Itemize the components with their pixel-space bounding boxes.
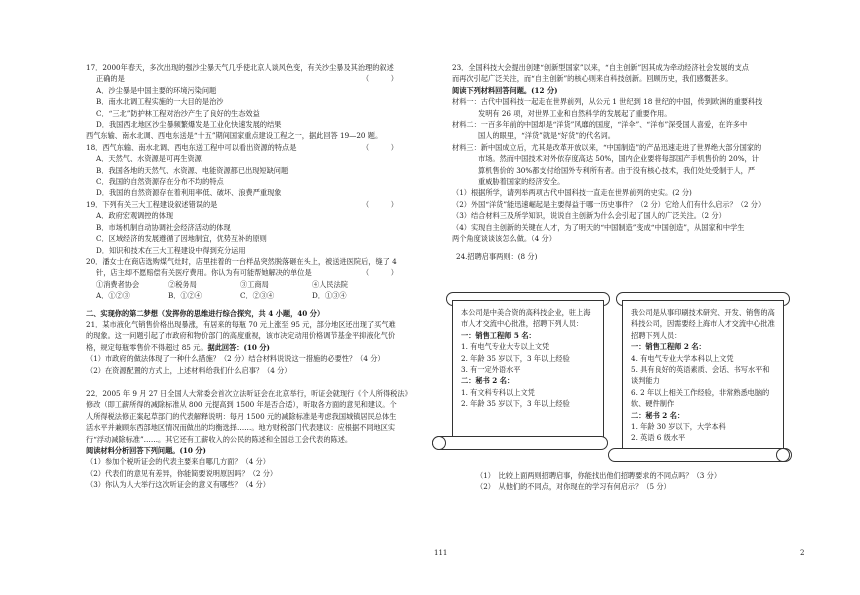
- question-21: [86, 319, 438, 376]
- option: A．天然气、水资源是可再生资源: [96, 154, 202, 164]
- scroll-bottom-a: [432, 436, 608, 450]
- job-ad-a: [452, 300, 604, 448]
- q23-line: 23．全国科技大会提出创建“创新型国家”以来，“自主创新”因其成为牵动经济社会发展的支点: [452, 63, 749, 72]
- choice: ①消费者协会: [96, 279, 140, 289]
- q24-title: 24.招聘启事两则：(8 分): [456, 251, 538, 261]
- option: C．②③④: [240, 291, 275, 301]
- ad-b-item: 6. 2 年以上相关工作经验，非常熟悉电脑的软、硬件制作: [631, 387, 770, 409]
- scroll-bottom-b: [608, 448, 792, 462]
- sub-question: （2）代表们的意见有差异，你能简要说明原因吗？（2 分）: [86, 468, 278, 478]
- ad-b-item: 4. 有电气专业大学本科以上文凭: [631, 353, 734, 363]
- material-3-cont: 市场。然而中国技术对外依存度高达 50%，国内企业要将每部国产手机售价的 20%，计: [478, 154, 759, 164]
- ad-a-intro: 本公司是中美合资的高科技企业，驻上海市人才交流中心批准，招聘下列人员：: [461, 308, 591, 329]
- choice: ③工商局: [240, 279, 269, 289]
- answer-paren: （ ）: [362, 142, 398, 152]
- sub-question: （4）实现自主创新的关键在人才，为了明天的“中国制造”变成“中国创造”，从国家和中学生: [452, 222, 745, 232]
- q17-stem-text: 正确的是: [96, 74, 125, 84]
- q23-line: 而再次引起广泛关注，而“自主创新”的核心则来自科技创新。回顾历史，我们感慨甚多。: [452, 74, 733, 84]
- question-23: [452, 62, 798, 245]
- q23-prompt: 阅读下列材料回答问题。(12 分): [452, 85, 558, 95]
- q22-prompt: 阅读材料分析回答下列问题。(10 分): [86, 446, 206, 455]
- job-ad-b: [622, 300, 784, 458]
- option: B．我国各地的天然气、水资源、电能资源都已出现短缺问题: [96, 165, 289, 175]
- q21-line: 的现象。这一问题引起了市政府和物价部门的高度重视，该市决定动用价格调节基金平抑液化气价: [86, 331, 396, 341]
- material-3-cont: 重威胁着国家的经济安全。: [478, 177, 565, 187]
- q18-stem: [86, 142, 438, 153]
- q22-line: 修改（即工薪所得的减除标准从 800 元提高到 1500 年是否合适），听取各方面的意见和建议。个: [86, 400, 397, 410]
- sub-question: （2） 从他们的不同点，对你现在的学习有何启示？（5 分）: [476, 482, 671, 492]
- ad-b-heading-2: 二：秘书 2 名：: [631, 410, 685, 420]
- ad-a-item: 2. 年龄 35 岁以下，3 年以上经验: [461, 399, 570, 409]
- option: B．市场机制自动协调社会经济活动的体现: [96, 222, 231, 232]
- material-3: 材料三：新中国成立后，尤其是改革开放以来，“中国制造”的产品迅速走进了世界绝大部分国家的: [452, 142, 762, 152]
- scroll-curl-a: [432, 436, 446, 450]
- q20-stem-text: 针，店主却不愿赔偿有关医疗费用。你认为有可能帮她解决的单位是: [96, 268, 312, 278]
- option: C．区域经济的发展遵循了因地制宜，优势互补的原则: [96, 234, 267, 244]
- option: D．我国西北地区沙尘暴频繁爆发是工业化快速发展的结果: [96, 120, 282, 130]
- sub-question: （2）外国“洋货”能迅速崛起是主要得益于哪一历史事件？（2 分）它给人们有什么启示？（2 分）: [452, 199, 766, 209]
- question-19: [86, 199, 438, 256]
- question-22: [86, 388, 438, 491]
- ad-a-heading-2: 二：秘书 2 名：: [461, 376, 515, 386]
- ad-b-intro: 我公司是从事印刷技术研究、开发、销售的高科技公司，因需要经上海市人才交流中心批准招聘下列人员：: [631, 308, 775, 340]
- question-17: [86, 62, 438, 130]
- q21-line: [86, 342, 438, 353]
- q21-prompt: 据此回答：(10 分): [207, 342, 270, 352]
- intro-18-20: 西气东输、南水北调、西电东送是“十五”期间国家重点建设工程之一，据此回答 19—20 题。: [86, 131, 383, 141]
- ad-a-heading-1: 一：销售工程师 5 名：: [461, 330, 536, 340]
- ad-a-item: 1. 有文科专科以上文凭: [461, 387, 535, 397]
- page-number-right: 2: [800, 549, 805, 557]
- choice: ④人民法院: [312, 279, 348, 289]
- sub-question: （1）参加个税听证会的代表主要来自哪几方面？（4 分）: [86, 457, 270, 467]
- q17-stem: 17．2000年春天，多次出现的强沙尘暴天气几乎使北京人谈风色变，有关沙尘暴及其治理的叙述: [86, 63, 394, 72]
- sub-question: （2）在资源配置的方式上，上述材料给我们什么启事？（4 分）: [86, 365, 292, 375]
- answer-paren: （ ）: [362, 74, 398, 84]
- q20-stem-cont: [86, 267, 438, 278]
- q24-subquestions: [476, 470, 806, 493]
- scroll-curl-b: [776, 448, 790, 462]
- q18-stem-text: 18．西气东输、南水北调、西电东送工程中可以看出资源的特点是: [86, 142, 297, 152]
- option: D．知识和技术在三大工程建设中得到充分运用: [96, 245, 246, 255]
- material-3-cont: 算机售价的 30%都支付给国外专利所有者。由于没有核心技术，我们处处受制于人，严: [478, 165, 756, 175]
- section-2-heading: 二、实现你的第二梦想（发挥你的思维进行综合探究，共 4 小题，40 分）: [86, 308, 325, 318]
- page-number-left: 111: [434, 549, 448, 557]
- q22-line: 22．2005 年 9 月 27 日全国人大常委会首次立法听证会在北京举行，听证会就现行《个人所得税法》: [86, 388, 412, 398]
- q22-line: 行“浮动减除标准”……。其它还有工薪收入的公民的陈述和全国总工会代表的陈述。: [86, 434, 353, 444]
- sub-question: （3）结合材料三及所学知识，说说自主创新为什么会引起了国人的广泛关注。（2 分）: [452, 211, 726, 221]
- option: D．我国的自然资源存在着利用率低、破坏、浪费严重现象: [96, 188, 282, 198]
- option: D．①③④: [312, 291, 347, 301]
- right-column: [452, 62, 798, 262]
- ad-a-item: 1. 有电气专业大专以上文凭: [461, 342, 550, 352]
- option: A．①②③: [96, 291, 130, 301]
- q20-stem: 20．潘女士在商店选购煤气灶时，店里挂着的一台样品突然脱落砸在头上，被送进医院后，缝了 4: [86, 256, 397, 266]
- answer-paren: （ ）: [362, 268, 398, 278]
- option: B．南水北调工程实施的一大目的是治沙: [96, 97, 224, 107]
- q22-line: 人所得税法修正案起草部门的代表解释说明：每月 1500 元的减除标准是考虑我国城镇居民总体生: [86, 411, 397, 421]
- option: B．①②④: [168, 291, 203, 301]
- sub-question: 两个角度谈谈该怎么做。（4 分）: [452, 234, 556, 244]
- option: C．我国的自然资源存在分布不均的特点: [96, 177, 224, 187]
- q21-line: 21．某市液化气销售价格出现暴涨，有居来的每瓶 70 元上涨至 95 元，部分地区还出现了买气难: [86, 319, 396, 329]
- question-20: [86, 256, 438, 302]
- option: A．沙尘暴是中国主要的环境污染问题: [96, 85, 217, 95]
- sub-question: （1）根据所学，请列举两项古代中国科技一直走在世界前列的史实。(2 分): [452, 188, 692, 198]
- q20-choices: [86, 279, 438, 290]
- answer-paren: （ ）: [362, 199, 398, 209]
- material-2-cont: 国人的眼里，“洋货”就是“好货”的代名词。: [478, 131, 615, 141]
- material-1: 材料一：古代中国科技一起走在世界前列，从公元 1 世纪到 18 世纪的中国，传到欧洲的重要科技: [452, 97, 763, 107]
- q19-stem: [86, 199, 438, 210]
- choice: ②税务局: [168, 279, 197, 289]
- ad-b-item: 5. 具有良好的英语素质、会话、书写水平和谈判能力: [631, 365, 770, 386]
- sub-question: （1） 比较上面两则招聘启事，你能找出他们招聘要求的不同点吗？（3 分）: [476, 471, 722, 480]
- ad-b-item: 1. 年龄 30 岁以下，大学本科: [631, 422, 726, 432]
- ad-b-item: 2. 英语 6 级水平: [631, 433, 686, 443]
- left-column: [86, 62, 438, 491]
- ad-a-item: 2. 年龄 35 岁以下，3 年以上经验: [461, 353, 570, 363]
- question-18: [86, 142, 438, 199]
- q19-stem-text: 19．下列有关三大工程建设叙述错误的是: [86, 199, 218, 209]
- material-1-cont: 发明有 26 项，对世界工业和自然科学的发展起了重要作用。: [478, 108, 672, 118]
- ad-a-item: 3. 有一定外语水平: [461, 365, 521, 375]
- sub-question: （1）市政府的做法体现了一种什么措施？（2 分）结合材料说说这一措施的必要性？（4 分）: [86, 354, 385, 364]
- sub-question: （3）你认为人大举行这次听证会的意义有哪些？（4 分）: [86, 480, 270, 490]
- option: A．政府宏观调控的体现: [96, 211, 174, 221]
- option: C．“三北”防护林工程对治沙产生了良好的生态效益: [96, 108, 260, 118]
- q22-line: 活水平并兼顾东西部地区情况而做出的均衡选择……。地方财税部门代表建议：应根据不同地区实: [86, 423, 396, 433]
- q21-text: 格，规定每瓶零售价不得超过 85 元。: [86, 342, 208, 352]
- q17-stem-cont: [86, 73, 438, 84]
- material-2: 材料二：一百多年前的中国却是“洋货”风靡的国度，“洋伞”、“洋布”深受国人喜爱，在许多中: [452, 120, 748, 130]
- q20-options: [86, 290, 438, 301]
- ad-b-heading-1: 一：销售工程师 2 名：: [631, 342, 706, 352]
